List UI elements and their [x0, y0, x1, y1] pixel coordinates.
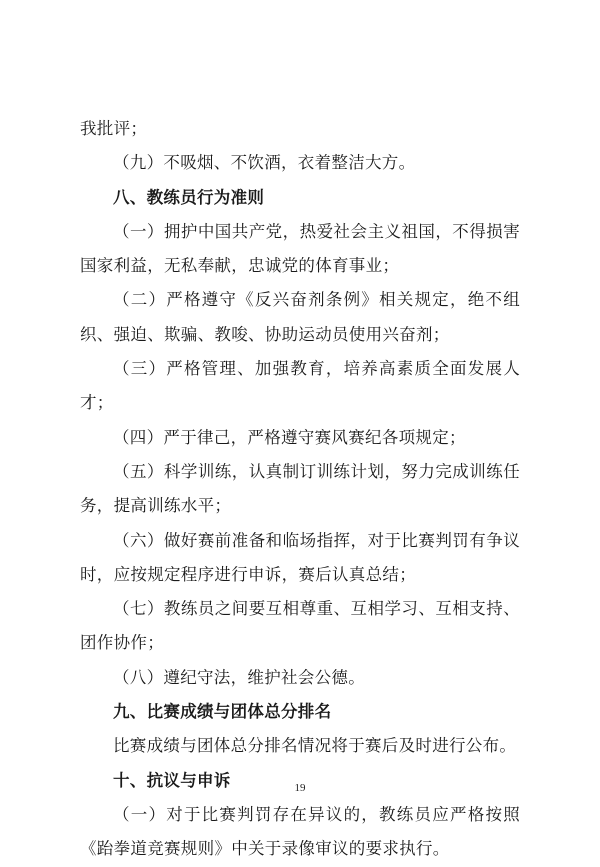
section-heading: 九、比赛成绩与团体总分排名: [113, 702, 332, 722]
section-heading: 八、教练员行为准则: [113, 187, 265, 207]
paragraph: （九）不吸烟、不饮酒，衣着整洁大方。: [113, 153, 416, 173]
paragraph: （四）严于律己，严格遵守赛风赛纪各项规定；: [113, 427, 466, 447]
paragraph: （二）严格遵守《反兴奋剂条例》相关规定，绝不组织、强迫、欺骗、教唆、协助运动员使用兴奋剂；: [80, 290, 520, 344]
section-heading: 十、抗议与申诉: [113, 770, 231, 790]
page-content: [80, 112, 520, 867]
paragraph: （三）严格管理、加强教育，培养高素质全面发展人才；: [80, 359, 520, 413]
paragraph: 我批评；: [80, 119, 148, 138]
paragraph: （一）对于比赛判罚存在异议的，教练员应严格按照《跆拳道竞赛规则》中关于录像审议的要求执行。: [80, 804, 520, 859]
paragraph: （八）遵纪守法，维护社会公德。: [113, 667, 365, 687]
page-number: 19: [294, 782, 306, 794]
paragraph: （五）科学训练，认真制订训练计划，努力完成训练任务，提高训练水平；: [80, 461, 520, 516]
paragraph: （六）做好赛前准备和临场指挥，对于比赛判罚有争议时，应按规定程序进行申诉，赛后认真总结；: [80, 530, 520, 584]
paragraph: 比赛成绩与团体总分排名情况将于赛后及时进行公布。: [113, 736, 517, 756]
paragraph: （一）拥护中国共产党，热爱社会主义祖国，不得损害国家利益，无私奉献，忠诚党的体育事业；: [80, 221, 520, 276]
paragraph: （七）教练员之间要互相尊重、互相学习、互相支持、团作协作；: [80, 599, 520, 653]
